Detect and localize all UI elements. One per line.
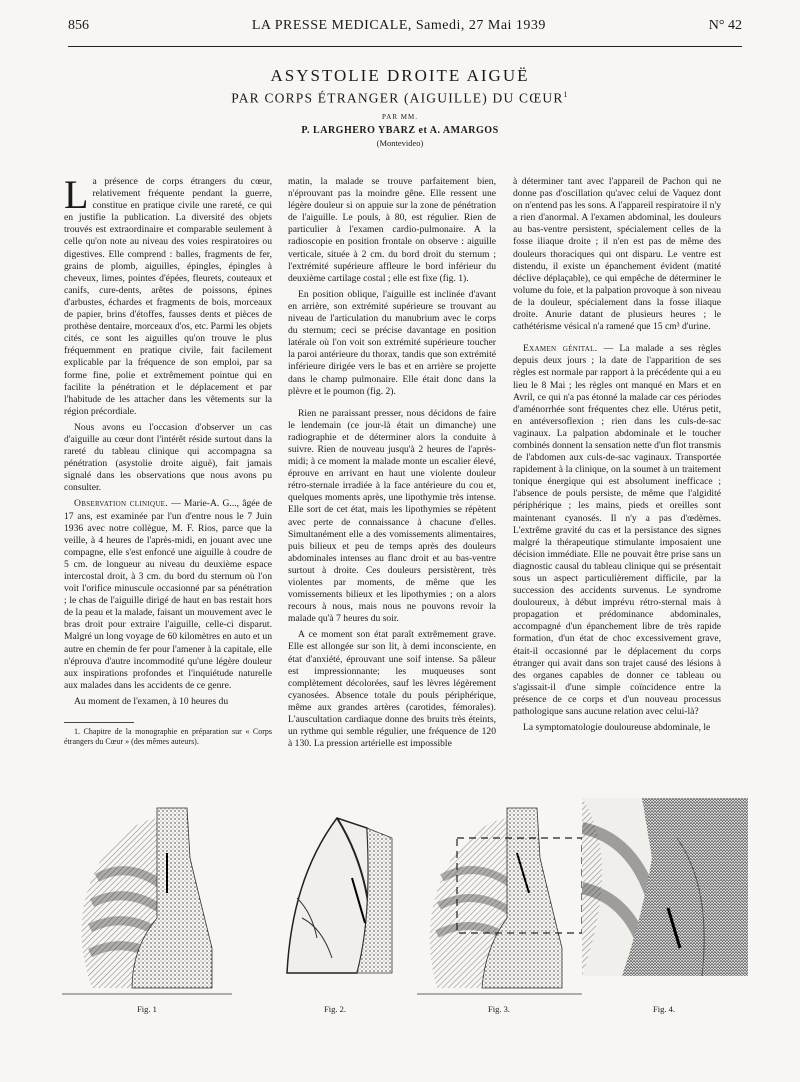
subtitle-footnote-mark: 1	[563, 90, 569, 99]
figure-1-drawing	[62, 798, 232, 998]
paragraph: à déterminer tant avec l'appareil de Pachon qui ne donne pas d'oscillation qu'avec celui de Vaquez dont on n'entend pas les sons. A l'appareil respiratoire il n'y a rien d'anormal. A l'examen abdominal, les douleurs au bas-ventre persistent, spécialement celles de la fosse iliaque droite ; il n'en est pas de même des douleurs thoraciques qui ont disparu. Le ventre est distendu, il existe un épanchement évident (matité déclive déplaçable), ce qui empêche de déterminer le volume du foie, et la palpation provoque à son niveau de la douleur, spécialement dans la fosse iliaque droite. Anurie datant de plusieurs heures ; le cathétérisme vésical n'a ramené que 15 cm³ d'urine.	[513, 176, 721, 333]
figure-3	[417, 798, 582, 1014]
paragraph: Au moment de l'examen, à 10 heures du	[74, 695, 229, 707]
figure-2-drawing	[277, 798, 397, 978]
figure-4-caption: Fig. 4.	[653, 1004, 675, 1014]
drop-cap: L	[64, 172, 89, 217]
paragraph: A ce moment son état paraît extrêmement grave. Elle est allongée sur son lit, à demi inconsciente, en état d'anxiété, éprouvant une soif intense. Sa pâleur est impressionnante; les muqueuses sont complètement décolorées, sauf les lèvres légèrement cyanosées. Absence totale du pouls périphérique, même aux grandes artères (carotides, fémorales). L'auscultation cardiaque donne des bruits très éteints, un rythme qui semble régulier, une fréquence de 120 à 130. La pression artérielle est impossible	[288, 629, 496, 750]
title-block	[60, 66, 740, 148]
byline-prefix: PAR MM.	[382, 112, 418, 121]
intro-text: a présence de corps étrangers du cœur, relativement fréquente pendant la guerre, constitue en pratique civile une rareté, ce qui en justifie la publication. La diversité des objets trouvés est extraordinaire et comparable seulement à celle qu'on note au niveau des voies respiratoires ou digestives. Elle comprend : balles, fragments de fer, grains de plomb, aiguilles, épingles, épingles à cheveux, limes, pointes d'épées, fleurets, couteaux et canifs, cure-dents, arêtes de poissons, épines d'arbustes, échardes et fragments de bois, morceaux de papier, brins d'étoffes, fausses dents et pièces de prothèse dentaire, morceaux d'os, etc. Parmi les objets cités, ce sont les aiguilles qu'on trouve le plus fréquemment en pratique civile, fait facilement explicable par la fréquence de son emploi, par sa forme fine, polie et extrêmement pointue qui en facilite la pénétration et le déplacement et par l'habitude de les attacher dans les vêtements sur la région précordiale.	[64, 176, 272, 417]
figure-2	[277, 798, 397, 1014]
footnote-divider	[64, 722, 134, 723]
page-number: 856	[68, 18, 89, 33]
figure-3-caption: Fig. 3.	[488, 1004, 510, 1014]
figure-2-caption: Fig. 2.	[324, 1004, 346, 1014]
observation-heading: Observation clinique.	[74, 498, 168, 510]
column-1	[64, 172, 272, 751]
figures-strip	[62, 798, 748, 1068]
paragraph: En position oblique, l'aiguille est inclinée d'avant en arrière, son extrémité supérieure se trouvant au niveau de l'articulation du manubrium avec le corps du sternum; ceci se précise davantage en position latérale où l'on voit son extrémité supérieure toucher la paroi antérieure du thorax, tandis que son extrémité inférieure dirigée vers le bas et en arrière se projette dans le champ pulmonaire. Elle était donc dans la plèvre et le poumon (fig. 2).	[288, 288, 496, 397]
exam-heading: Examen génital.	[523, 343, 598, 355]
figure-3-drawing	[417, 798, 582, 998]
footnote: 1. Chapitre de la monographie en préparation sur « Corps étrangers du Cœur » (des mêmes auteurs).	[64, 727, 272, 747]
observation-text: — Marie-A. G..., âgée de 17 ans, est examinée par l'un d'entre nous le 7 Juin 1936 avec notre collègue, M. F. Rios, parce que la veille, à 4 heures de l'après-midi, en jouant avec une compagne, elle s'est enfoncé une aiguille à coudre de 5 cm. de longueur au niveau du deuxième espace intercostal droit, à 3 cm. du bord du sternum où l'on voit l'orifice minuscule occasionné par sa pénétration ; le chas de l'aiguille dirigé de haut en bas restait hors de la peau et la malade, faisant un mouvement avec le bras droit pour extraire l'aiguille, celle-ci disparut. Malgré un long voyage de 60 kilomètres en auto et un autre en chemin de fer pour l'amener à la capitale, elle n'éprouva d'autre incommodité qu'une légère douleur aux inspirations profondes et l'inquiétude naturelle aux malades dans les accidents de ce genre.	[64, 498, 272, 691]
affiliation: (Montevideo)	[376, 137, 424, 148]
figure-1	[62, 798, 232, 1014]
paragraph: La symptomatologie douloureuse abdominale, le	[523, 722, 711, 734]
subtitle-text: PAR CORPS ÉTRANGER (AIGUILLE) DU CŒUR	[231, 90, 564, 106]
masthead: LA PRESSE MEDICALE, Samedi, 27 Mai 1939	[251, 18, 546, 33]
figure-4	[582, 798, 748, 1014]
figure-1-caption: Fig. 1	[137, 1004, 157, 1014]
column-3	[513, 176, 721, 738]
exam-text: — La malade a ses règles depuis deux jours ; la date de l'apparition de ses règles est normale par rapport à la précédente qui a eu lieu le 8 Mai ; les règles ont manqué en Mars et en Avril, ce qui n'a pas étonné la malade car ces périodes d'aménorrhée sont fréquentes chez elle. Utérus petit, en antéversoflexion ; rien dans les culs-de-sac vaginaux. La palpation abdominale et le toucher combinés donnent la sensation nette d'un flot transmis de l'abdomen aux culs-de-sac vaginaux. Transportée rapidement à la clinique, on la soumet à un traitement tonique énergique qui est absolument inefficace ; l'absence de pouls persiste, de même que l'algidité périphérique ; les mains, pieds et oreilles sont maintenant cyanosés. Il n'y a pas d'œdèmes. L'extrême gravité du cas et la persistance des signes malgré la thérapeutique stimulante imposaient une décision immédiate. Elle ne pouvait être prise sans un diagnostic causal du tableau clinique qui se présentait sous un aspect particulièrement difficile, par la succession des accidents survenus. Le syndrome douloureux, à début imprévu rétro-sternal mais à propagation et prédominance abdominales, accompagné d'un épanchement libre de très rapide formation, d'un état de choc excessivement grave, était-il occasionné par le déplacement du corps étranger qui avait dans son trajet causé des lésions à des organes capables de donner ce tableau ou s'agissait-il d'une simple coïncidence entre la présence de ce corps et d'un nouveau processus pathologique sans aucune relation avec celui-là?	[513, 343, 721, 718]
paragraph: Nous avons eu l'occasion d'observer un cas d'aiguille au cœur dont l'intérêt réside surtout dans la rareté du tableau clinique qui accompagna sa pénétration (asystolie droite aiguë), fait jamais signalé dans les observations que nous avons pu consulter.	[64, 421, 272, 494]
authors: P. LARGHERO YBARZ et A. AMARGOS	[301, 124, 499, 136]
figure-4-drawing	[582, 798, 748, 998]
paragraph: Rien ne paraissant presser, nous décidons de faire le lendemain (ce jour-là était un dimanche) une radiographie et de déterminer alors la conduite à suivre. Rien de nouveau jusqu'à 2 heures de l'après-midi; à ce moment la malade monte un escalier élevé, éprouve en arrivant en haut une violente douleur rétro-sternale irradiée à la face antérieure du cou et, quelques moments après, une lipothymie très intense. Elle sort de cet état, mais les lipothymies se répètent avec perte de connaissance à chacune d'elles. Simultanément elle a des vomissements alimentaires, puis bilieux et peu de temps après des douleurs abdominales intenses au flanc droit et au bas-ventre surtout à droite. Ces douleurs persistèrent, très violentes par moments, de même que les vomissements bilieux et les lipothymies ; on a alors recours à nous, mais nous ne pouvons revoir la malade qu'à 7 heures du soir.	[288, 407, 496, 625]
issue-number: N° 42	[708, 18, 742, 33]
article-title: ASYSTOLIE DROITE AIGUË	[270, 66, 530, 85]
paragraph: matin, la malade se trouve parfaitement bien, n'éprouvant pas la moindre gêne. Elle ressent une légère douleur si on appuie sur la zone de pénétration de l'aiguille. Le pouls, à 80, est régulier. Rien de particulier à l'examen cardio-pulmonaire. A la radioscopie en position frontale on observe : aiguille verticale, située à 2 cm. du bord droit du sternum ; l'extrémité supérieure affleure le bord inférieur du deuxième cartilage costal ; elle est fixe (fig. 1).	[288, 176, 496, 284]
page-header	[68, 18, 742, 47]
observation-paragraph	[64, 498, 272, 692]
intro-paragraph	[64, 172, 272, 418]
exam-paragraph	[513, 343, 721, 718]
column-2	[288, 176, 496, 754]
article-subtitle	[60, 90, 740, 107]
